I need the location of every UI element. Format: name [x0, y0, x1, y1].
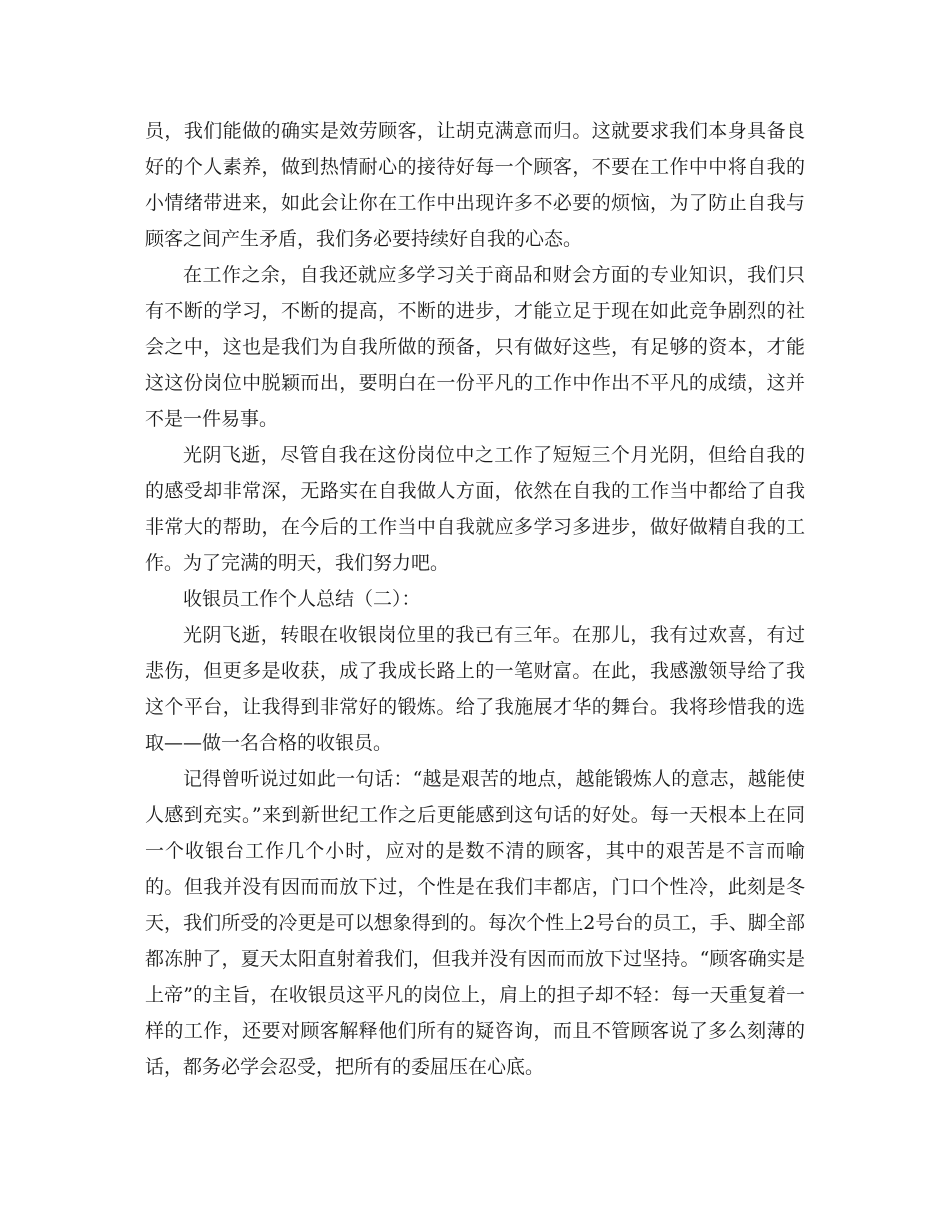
document-body [145, 113, 805, 1085]
paragraph-3: 光阴飞逝，尽管自我在这份岗位中之工作了短短三个月光阴，但给自我的的感受却非常深，无路实在自我做人方面，依然在自我的工作当中都给了自我非常大的帮助，在今后的工作当中自我就应多学习多进步，做好做精自我的工作。为了完满的明天，我们努力吧。 [145, 444, 805, 574]
paragraph-2: 在工作之余，自我还就应多学习关于商品和财会方面的专业知识，我们只有不断的学习，不断的提高，不断的进步，才能立足于现在如此竞争剧烈的社会之中，这也是我们为自我所做的预备，只有做好这些，有足够的资本，才能这这份岗位中脱颖而出，要明白在一份平凡的工作中作出不平凡的成绩，这并不是一件易事。 [145, 264, 805, 430]
paragraph-1: 员，我们能做的确实是效劳顾客，让胡克满意而归。这就要求我们本身具备良好的个人素养，做到热情耐心的接待好每一个顾客，不要在工作中中将自我的小情绪带进来，如此会让你在工作中出现许多不必要的烦恼，为了防止自我与顾客之间产生矛盾，我们务必要持续好自我的心态。 [145, 120, 805, 250]
paragraph-4: 光阴飞逝，转眼在收银岗位里的我已有三年。在那儿，我有过欢喜，有过悲伤，但更多是收获，成了我成长路上的一笔财富。在此，我感激领导给了我这个平台，让我得到非常好的锻炼。给了我施展才华的舞台。我将珍惜我的选取——做一名合格的收银员。 [145, 624, 805, 754]
section-heading: 收银员工作个人总结（二）： [183, 588, 421, 610]
paragraph-5: 记得曾听说过如此一句话：“越是艰苦的地点，越能锻炼人的意志，越能使人感到充实。”来到新世纪工作之后更能感到这句话的好处。每一天根本上在同一个收银台工作几个小时，应对的是数不清的顾客，其中的艰苦是不言而喻的。但我并没有因而而放下过，个性是在我们丰都店，门口个性冷，此刻是冬天，我们所受的冷更是可以想象得到的。每次个性上2号台的员工，手、脚全部都冻肿了，夏天太阳直射着我们，但我并没有因而而放下过坚持。“顾客确实是上帝”的主旨，在收银员这平凡的岗位上，肩上的担子却不轻：每一天重复着一样的工作，还要对顾客解释他们所有的疑咨询，而且不管顾客说了多么刻薄的话，都务必学会忍受，把所有的委屈压在心底。 [145, 768, 805, 1078]
